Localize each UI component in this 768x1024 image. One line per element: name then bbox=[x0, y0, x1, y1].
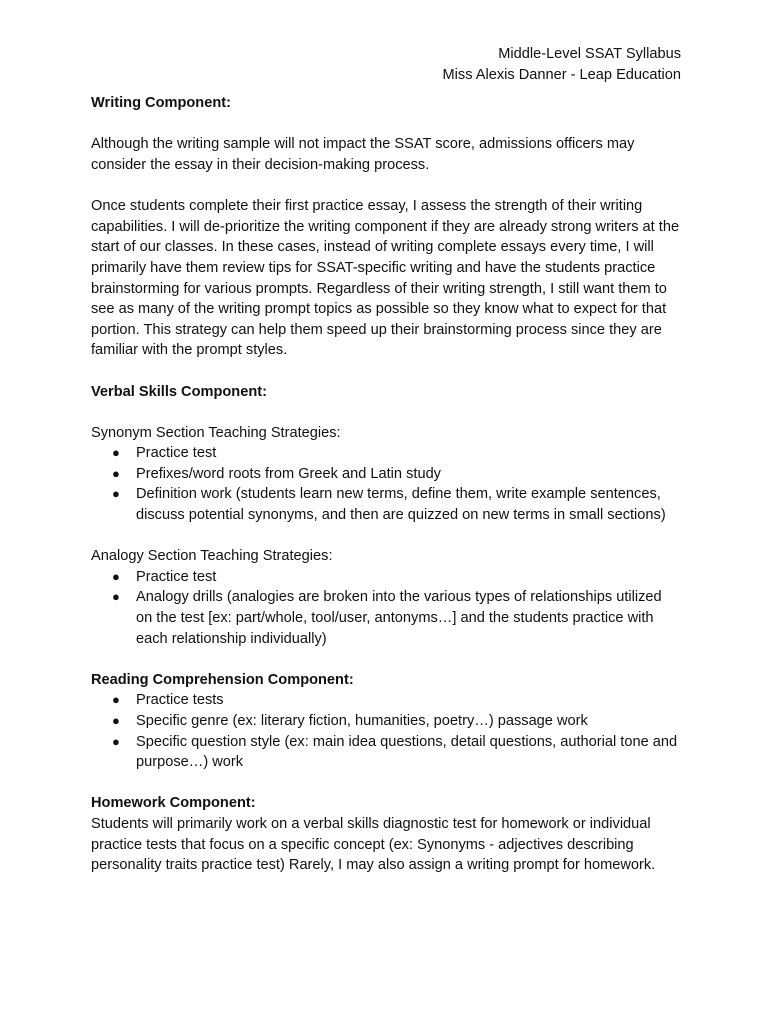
list-item: ● Practice test bbox=[91, 443, 681, 464]
list-item: ● Specific genre (ex: literary fiction, humanities, poetry…) passage work bbox=[91, 711, 681, 732]
reading-list bbox=[91, 690, 681, 772]
header-syllabus-title: Middle-Level SSAT Syllabus bbox=[498, 46, 681, 62]
analogy-heading: Analogy Section Teaching Strategies: bbox=[91, 548, 333, 565]
analogy-list bbox=[91, 567, 681, 649]
header-author: Miss Alexis Danner - Leap Education bbox=[442, 66, 681, 83]
bullet-icon: ● bbox=[112, 713, 120, 728]
document-page bbox=[91, 44, 681, 876]
bullet-icon: ● bbox=[112, 568, 120, 584]
bullet-icon: ● bbox=[112, 465, 120, 481]
list-item: ● Specific question style (ex: main idea questions, detail questions, authorial tone and purpose…) work bbox=[112, 733, 678, 771]
synonym-heading: Synonym Section Teaching Strategies: bbox=[91, 424, 341, 441]
list-item: ● Practice test bbox=[91, 567, 681, 588]
bullet-icon: ● bbox=[112, 486, 120, 502]
writing-section-title: Writing Component: bbox=[91, 95, 231, 112]
list-item: ● Analogy drills (analogies are broken into the various types of relationships utilized on the test [ex: part/whole, tool/user, antonyms…] and the students practice with each relationship individually) bbox=[112, 589, 662, 647]
synonym-list bbox=[91, 443, 681, 525]
bullet-icon: ● bbox=[112, 733, 120, 749]
reading-section-title: Reading Comprehension Component: bbox=[91, 671, 354, 688]
verbal-section-title: Verbal Skills Component: bbox=[91, 383, 267, 400]
bullet-icon: ● bbox=[112, 692, 120, 708]
homework-section-title: Homework Component: bbox=[91, 795, 256, 812]
list-item: ● Prefixes/word roots from Greek and Latin study bbox=[91, 464, 681, 485]
document-header bbox=[91, 44, 681, 85]
homework-paragraph: Students will primarily work on a verbal skills diagnostic test for homework or individual practice tests that focus on a specific concept (ex: Synonyms - adjectives describing personality traits practice test) Rarely, I may also assign a writing prompt for homework. bbox=[91, 815, 656, 874]
bullet-icon: ● bbox=[112, 589, 120, 605]
writing-paragraph-1: Although the writing sample will not impact the SSAT score, admissions officers may consider the essay in their decision-making process. bbox=[91, 136, 635, 173]
list-item: ● Practice tests bbox=[91, 690, 681, 711]
bullet-icon: ● bbox=[112, 445, 120, 461]
list-item: ● Definition work (students learn new terms, define them, write example sentences, discuss potential synonyms, and then are quizzed on new terms in small sections) bbox=[112, 486, 666, 524]
writing-paragraph-2: Once students complete their first practice essay, I assess the strength of their writing capabilities. I will de-prioritize the writing component if they are already strong writers at the start of our classes. In these cases, instead of writing complete essays every time, I will primarily have them review tips for SSAT-specific writing and have the students practice brainstorming for various prompts. Regardless of their writing strength, I still want them to see as many of the writing prompt topics as possible so they know what to expect for that portion. This strategy can help them speed up their brainstorming process since they are familiar with the prompt styles. bbox=[91, 198, 680, 359]
